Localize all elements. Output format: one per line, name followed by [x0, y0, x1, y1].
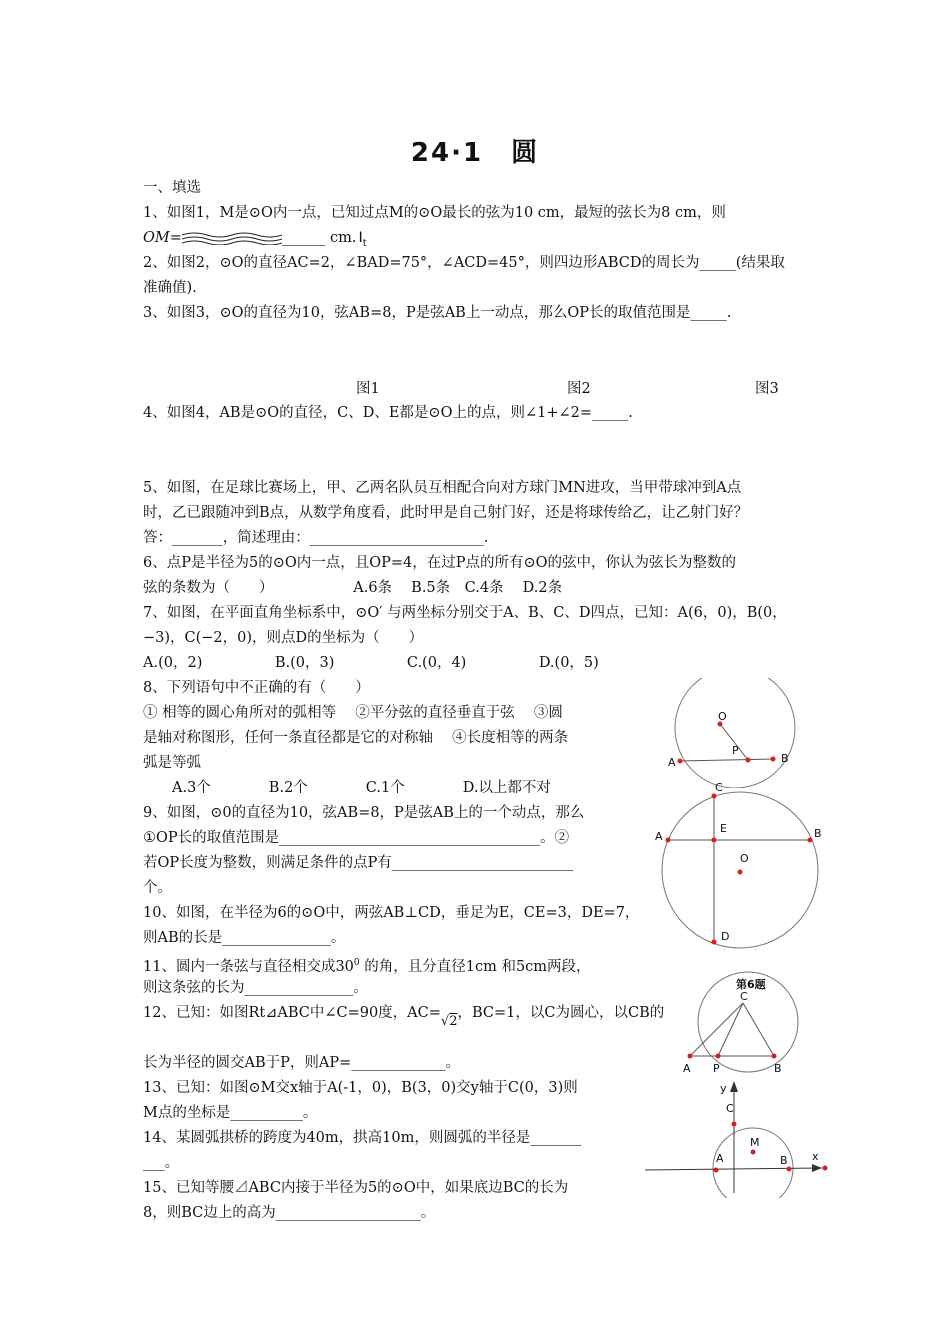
label-y: y [720, 1082, 727, 1095]
q1-line2 [143, 228, 367, 254]
q9-line3: 若OP长度为整数，则满足条件的点P有_________________________ [143, 855, 574, 871]
q8-line3: 是轴对称图形，任何一条直径都是它的对称轴 ④长度相等的两条 [143, 730, 569, 746]
q2-line1: 2、如图2，⊙O的直径AC=2，∠BAD=75°，∠ACD=45°，则四边形ABCD的周长为_____(结果取 [143, 255, 785, 271]
label-b: B [774, 1062, 782, 1075]
sqrt-value: 2 [449, 1014, 458, 1029]
label-a: A [668, 756, 676, 769]
q6-line1: 6、点P是半径为5的⊙O内一点，且OP=4，在过P点的所有⊙O的弦中，你认为弦长为整数的 [143, 555, 737, 571]
om-label: OM= [143, 230, 182, 246]
q7-line2: −3)，C(−2，0)，则点D的坐标为（ ） [143, 630, 424, 646]
label-e: E [720, 822, 727, 835]
point-o [738, 870, 743, 875]
label-a: A [655, 830, 663, 843]
q12-line2: 长为半径的圆交AB于P，则AP=_____________。 [143, 1055, 461, 1071]
q14-line1: 14、某圆弧拱桥的跨度为40m，拱高10m，则圆弧的半径是_______ [143, 1130, 582, 1146]
q15-line1: 15、已知等腰⊿ABC内接于半径为5的⊙O中，如果底边BC的长为 [143, 1180, 569, 1196]
label-a: A [683, 1062, 691, 1075]
q9-line2: ①OP长的取值范围是____________________________________。② [143, 830, 570, 846]
q1-line1: 1、如图1，M是⊙O内一点，已知过点M的⊙O最长的弦为10 cm，最短的弦长为8 cm，则 [143, 205, 726, 221]
wavy-underline [182, 231, 282, 245]
point-d [712, 940, 717, 945]
label-o: O [718, 710, 727, 723]
figure-coordinate-circle [640, 1078, 830, 1198]
stray-mark: I [358, 230, 363, 246]
point-a [688, 1054, 693, 1059]
point-p [716, 1054, 721, 1059]
label-b: B [814, 827, 822, 840]
label-x: x [812, 1150, 819, 1163]
q8-line4: 弧是等弧 [143, 755, 201, 771]
figure-perpendicular-chords [650, 780, 830, 950]
point-b [772, 1054, 777, 1059]
fig2-caption: 图2 [567, 381, 591, 397]
q11-degree: 0 [353, 958, 360, 968]
point-b [771, 757, 776, 762]
point-p [746, 758, 751, 763]
fig1-caption: 图1 [356, 381, 380, 397]
label-c: C [740, 990, 748, 1003]
q11-line2: 则这条弦的长为_______________。 [143, 980, 368, 996]
q12-text-a: 12、已知：如图Rt⊿ABC中∠C=90度，AC= [143, 1005, 441, 1021]
point-b [808, 838, 813, 843]
label-m: M [750, 1136, 760, 1149]
point-c [712, 794, 717, 799]
point-a [714, 1168, 719, 1173]
point-x-end [823, 1166, 828, 1171]
label-b: B [781, 752, 789, 765]
q13-line1: 13、已知：如图⊙M交x轴于A(-1，0)，B(3，0)交y轴于C(0，3)则 [143, 1080, 578, 1096]
section-heading: 一、填选 [143, 180, 201, 196]
q6-line2: 弦的条数为（ ） A.6条 B.5条 C.4条 D.2条 [143, 580, 563, 596]
point-c [732, 1122, 737, 1127]
q13-line2: M点的坐标是__________。 [143, 1105, 318, 1121]
q9-line1: 9、如图，⊙0的直径为10，弦AB=8，P是弦AB上的一个动点，那么 [143, 805, 585, 821]
stray-sub: t [362, 237, 367, 249]
q15-line2: 8，则BC边上的高为____________________。 [143, 1205, 436, 1221]
q2-line2: 准确值). [143, 280, 197, 296]
q7-line1: 7、如图，在平面直角坐标系中，⊙O′ 与两坐标分别交于A、B、C、D四点，已知：A(6，0)，B(0， [143, 605, 787, 621]
q3-line1: 3、如图3，⊙O的直径为10，弦AB=8，P是弦AB上一动点，那么OP长的取值范围是_____. [143, 305, 732, 321]
label-d: D [721, 930, 730, 943]
point-a [666, 838, 671, 843]
q4-line1: 4、如图4，AB是⊙O的直径，C、D、E都是⊙O上的点，则∠1+∠2=_____. [143, 405, 633, 421]
figure-question6 [680, 970, 810, 1080]
q5-line2: 时，乙已跟随冲到B点，从数学角度看，此时甲是自己射门好，还是将球传给乙，让乙射门好？ [143, 505, 749, 521]
label-c: C [726, 1102, 734, 1115]
q8-options: A.3个 B.2个 C.1个 D.以上都不对 [143, 780, 551, 796]
sqrt-two: √2 [440, 1014, 458, 1029]
q10-line1: 10、如图，在半径为6的⊙O中，两弦AB⊥CD，垂足为E，CE=3，DE=7， [143, 905, 640, 921]
q11-text-a: 11、圆内一条弦与直径相交成30 [143, 958, 354, 975]
q5-line1: 5、如图，在足球比赛场上，甲、乙两名队员互相配合向对方球门MN进攻，当甲带球冲到A点 [143, 480, 742, 496]
figure-chord-op [660, 678, 810, 788]
figure-title: 第6题 [736, 978, 766, 991]
q8-line2: ① 相等的圆心角所对的弧相等 ②平分弦的直径垂直于弦 ③圆 [143, 705, 563, 721]
point-b [787, 1167, 792, 1172]
label-p: P [732, 744, 739, 757]
q12-line1 [143, 1003, 665, 1029]
q9-line4: 个。 [143, 880, 172, 896]
q8-line1: 8、下列语句中不正确的有（ ） [143, 680, 370, 696]
fig3-caption: 图3 [755, 381, 779, 397]
q12-text-b: ，BC=1，以C为圆心，以CB的 [457, 1005, 665, 1021]
point-e [712, 838, 717, 843]
q10-line2: 则AB的长是_______________。 [143, 930, 346, 946]
label-o: O [740, 852, 749, 865]
q11-line1 [143, 953, 591, 977]
point-m [751, 1150, 756, 1155]
label-p: P [713, 1062, 720, 1075]
q14-line2: ___。 [143, 1155, 180, 1171]
page-title: 24·1 圆 [410, 138, 540, 168]
label-c: C [715, 781, 723, 794]
q1-blank: ______ cm. [281, 230, 357, 246]
q11-text-b: 的角，且分直径1cm 和5cm两段， [359, 958, 591, 975]
point-a [678, 759, 683, 764]
q7-options: A.(0，2) B.(0，3) C.(0，4) D.(0，5) [143, 655, 599, 671]
label-a: A [716, 1152, 724, 1165]
label-b: B [780, 1154, 788, 1167]
q5-line3: 答：_______，简述理由：________________________. [143, 530, 489, 546]
